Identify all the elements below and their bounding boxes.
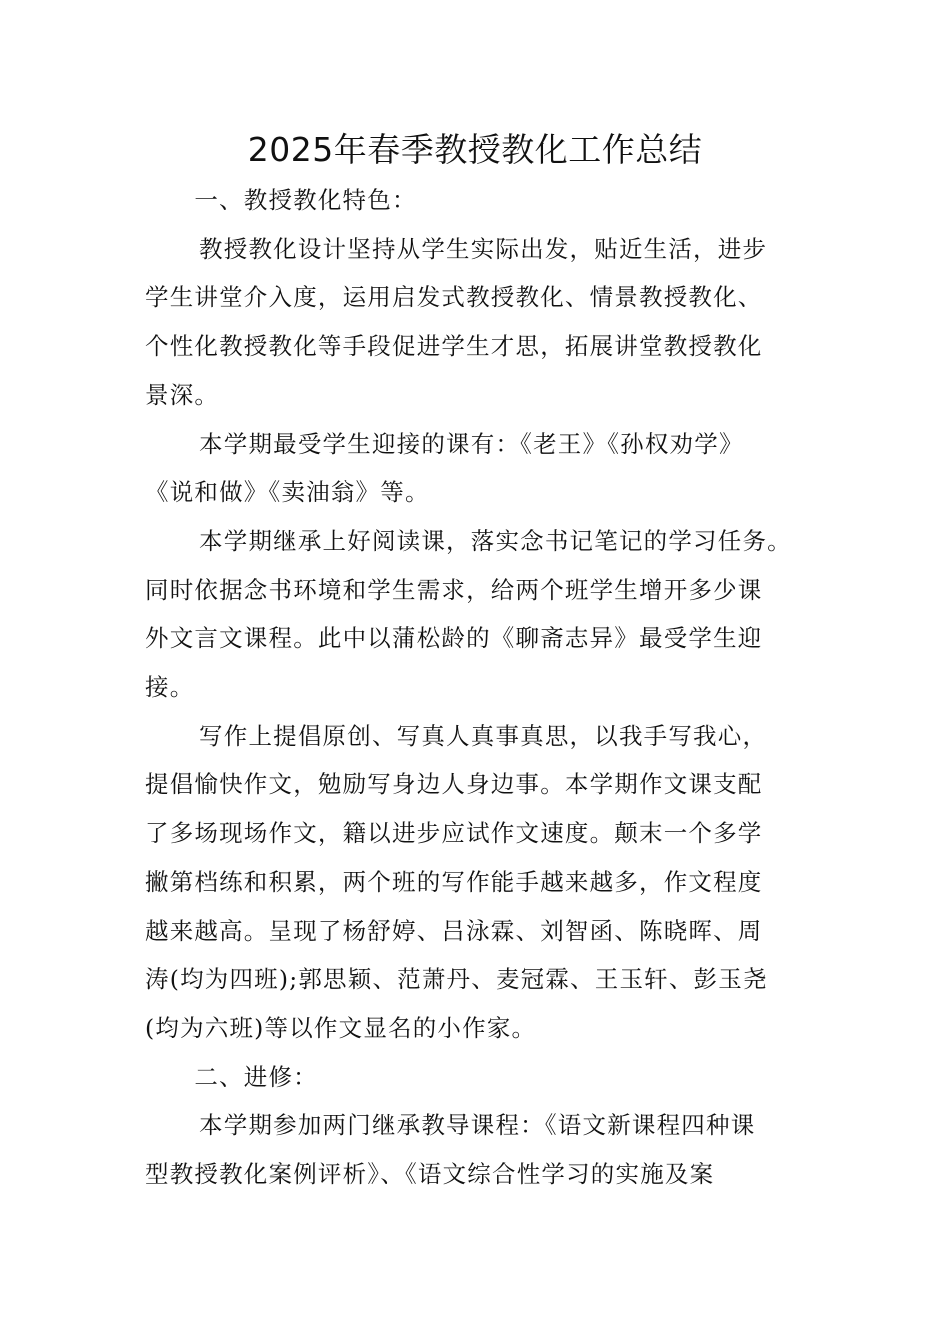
text-line: 提倡愉快作文，勉励写身边人身边事。本学期作文课支配 (145, 770, 763, 799)
section-heading-2: 二、进修： (194, 1062, 318, 1091)
text-line: 本学期最受学生迎接的课有：《老王》《孙权劝学》 (199, 429, 744, 458)
text-line: 本学期继承上好阅读课，落实念书记笔记的学习任务。 (199, 526, 792, 555)
text-line: 涛(均为四班);郭思颖、范萧丹、麦冠霖、王玉轩、彭玉尧 (145, 965, 768, 994)
paragraph-reading-class (145, 517, 813, 712)
paragraph-writing (145, 712, 813, 1053)
text-line: 同时依据念书环境和学生需求，给两个班学生增开多少课 (145, 575, 763, 604)
paragraph-popular-lessons (145, 420, 813, 517)
text-line: 景深。 (145, 380, 220, 409)
document-title: 2025年春季教授教化工作总结 (247, 130, 703, 169)
text-line: 了多场现场作文，籍以进步应试作文速度。颠末一个多学 (145, 819, 763, 848)
text-line: 外文言文课程。此中以蒲松龄的《聊斋志异》最受学生迎 (145, 624, 763, 653)
text-line: 撇第档练和积累，两个班的写作能手越来越多，作文程度 (145, 867, 763, 896)
section-heading-1: 一、教授教化特色： (194, 186, 417, 214)
paragraph-teaching-design (145, 225, 813, 420)
text-line: (均为六班)等以作文显名的小作家。 (145, 1013, 537, 1042)
paragraph-training (145, 1101, 813, 1198)
text-line: 个性化教授教化等手段促进学生才思，拓展讲堂教授教化 (145, 332, 763, 361)
text-line: 《说和做》《卖油翁》等。 (145, 478, 430, 507)
text-line: 教授教化设计坚持从学生实际出发，贴近生活，进步 (199, 234, 768, 263)
text-line: 写作上提倡原创、写真人真事真思，以我手写我心， (199, 721, 768, 750)
text-line: 型教授教化案例评析》、《语文综合性学习的实施及案 (145, 1160, 715, 1189)
document-body (145, 176, 813, 1199)
text-line: 接。 (145, 673, 195, 702)
text-line: 越来越高。呈现了杨舒婷、吕泳霖、刘智函、陈晓晖、周 (145, 916, 763, 945)
text-line: 本学期参加两门继承教导课程：《语文新课程四种课 (199, 1111, 756, 1140)
text-line: 学生讲堂介入度，运用启发式教授教化、情景教授教化、 (145, 283, 763, 312)
